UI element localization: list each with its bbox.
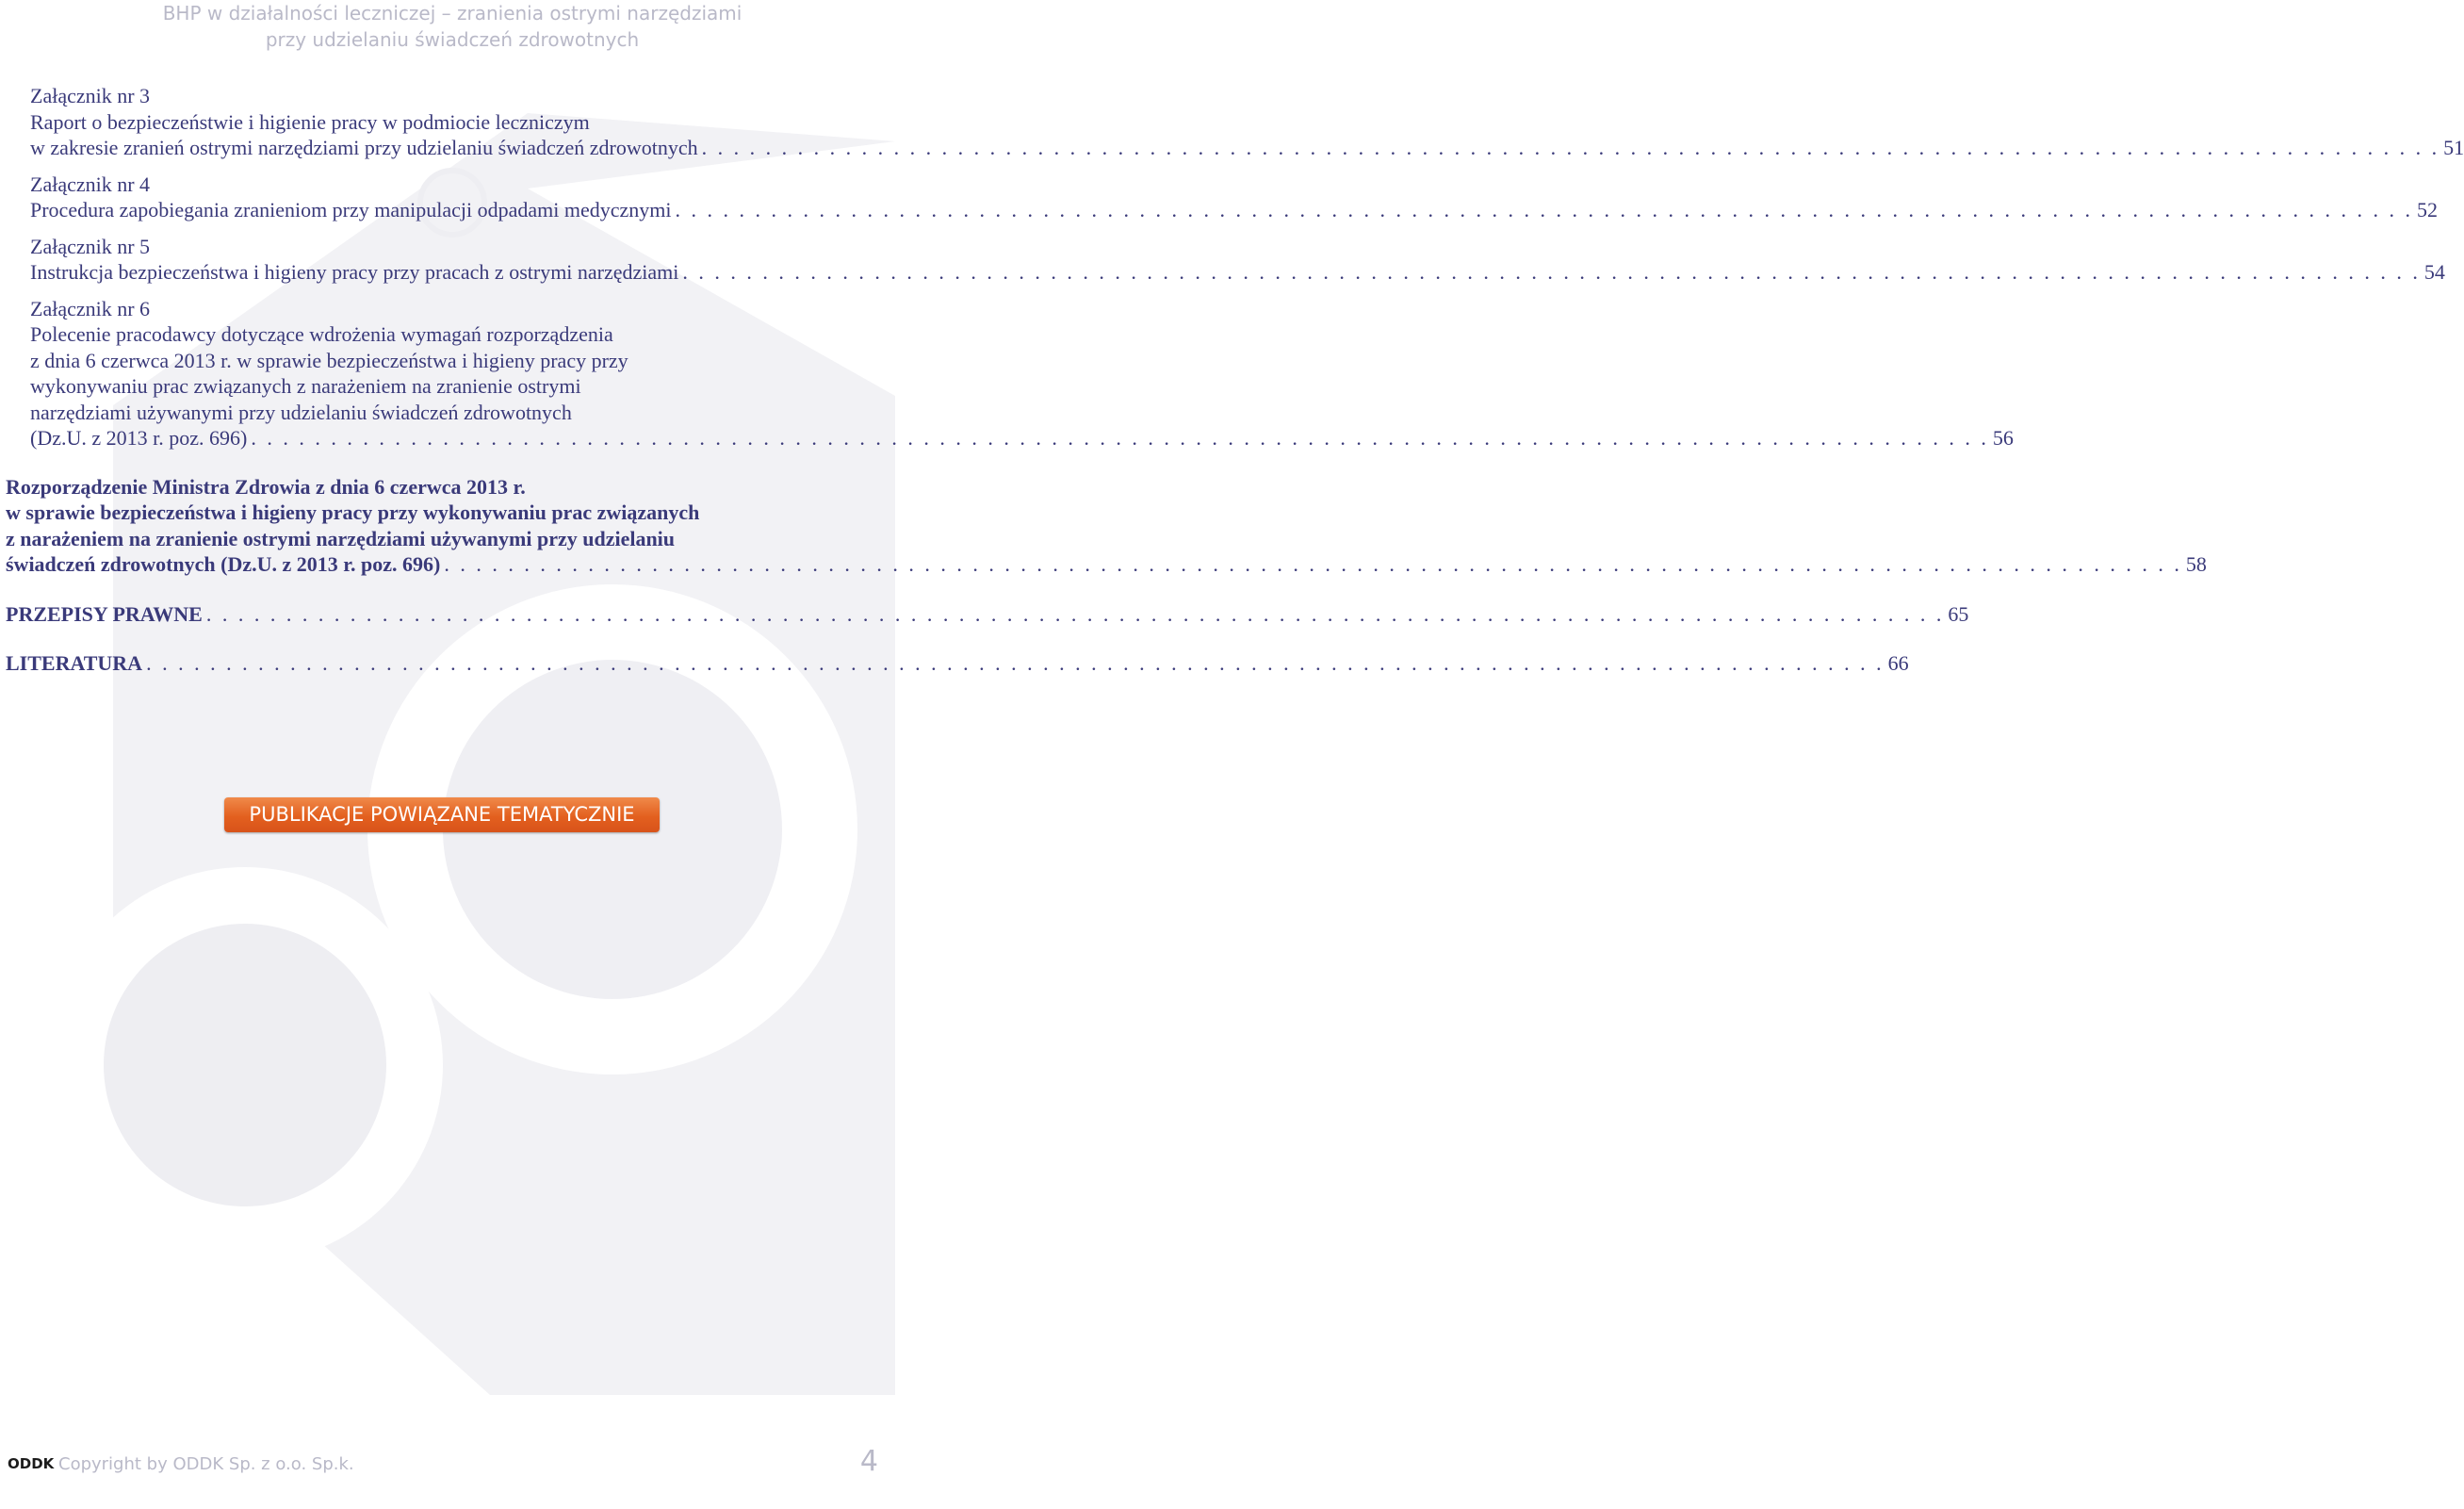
annex-6-last-line	[30, 425, 2014, 451]
annex-5-last-line	[30, 259, 2445, 286]
legal-regulations-line	[6, 601, 1969, 628]
toc-entry-literature[interactable]	[6, 650, 1909, 677]
annex-4-page: 52	[2417, 198, 2439, 221]
page-footer	[0, 1445, 905, 1485]
toc-entry-annex-4[interactable]	[30, 172, 2439, 223]
annex-3-title-line-2: w zakresie zranień ostrymi narzędziami przy udzielaniu świadczeń zdrowotnych	[30, 136, 698, 159]
annex-5-title-line-1: Instrukcja bezpieczeństwa i higieny pracy przy pracach z ostrymi narzędziami	[30, 260, 679, 284]
regulation-title-line-3: z narażeniem na zranienie ostrymi narzędziami używanymi przy udzielaniu	[6, 526, 676, 550]
oddk-logo-icon	[8, 1453, 55, 1472]
regulation-title-line-2: w sprawie bezpieczeństwa i higieny pracy przy wykonywaniu prac związanych	[6, 500, 700, 524]
literature-line	[6, 650, 1909, 677]
annex-6-title-line-5: (Dz.U. z 2013 r. poz. 696)	[30, 426, 248, 450]
leader-dots	[206, 601, 1945, 628]
copyright-text: Copyright by ODDK Sp. z o.o. Sp.k.	[58, 1454, 354, 1474]
annex-6-title-line-2: z dnia 6 czerwca 2013 r. w sprawie bezpieczeństwa i higieny pracy przy	[30, 348, 628, 372]
annex-6-title-line-3: wykonywaniu prac związanych z narażeniem na zranienie ostrymi	[30, 374, 581, 398]
header-line-2: przy udzielaniu świadczeń zdrowotnych	[265, 28, 640, 51]
header-line-1: BHP w działalności leczniczej – zranienia ostrymi narzędziami	[162, 2, 742, 25]
running-header	[0, 0, 905, 53]
leader-dots	[676, 197, 2414, 223]
annex-6-label: Załącznik nr 6	[30, 296, 151, 320]
annex-6-title-line-1: Polecenie pracodawcy dotyczące wdrożenia wymagań rozporządzenia	[30, 322, 613, 346]
leader-dots	[146, 650, 1885, 677]
leader-dots	[702, 135, 2440, 161]
table-of-contents	[0, 83, 2464, 677]
page-number: 4	[859, 1445, 878, 1478]
annex-5-page: 54	[2423, 260, 2445, 284]
leader-dots	[682, 259, 2421, 286]
related-publications-button[interactable]: PUBLIKACJE POWIĄZANE TEMATYCZNIE	[224, 797, 660, 832]
regulation-last-line	[6, 551, 2207, 578]
leader-dots	[444, 551, 2182, 578]
legal-regulations-label: PRZEPISY PRAWNE	[6, 601, 203, 626]
annex-3-label: Załącznik nr 3	[30, 84, 151, 107]
regulation-title-line-4: świadczeń zdrowotnych (Dz.U. z 2013 r. poz. 696)	[6, 552, 441, 576]
literature-page: 66	[1887, 651, 1909, 675]
annex-4-label: Załącznik nr 4	[30, 172, 151, 196]
annex-4-last-line	[30, 197, 2439, 223]
regulation-title-line-1: Rozporządzenie Ministra Zdrowia z dnia 6 czerwca 2013 r.	[6, 474, 526, 499]
annex-3-page: 51	[2443, 136, 2464, 159]
annex-6-page: 56	[1992, 426, 2014, 450]
annex-3-last-line	[30, 135, 2464, 161]
annex-6-title-line-4: narzędziami używanymi przy udzielaniu świadczeń zdrowotnych	[30, 400, 572, 424]
toc-entry-annex-3[interactable]	[30, 83, 2464, 161]
toc-entry-annex-6[interactable]	[30, 296, 2014, 451]
regulation-page: 58	[2185, 552, 2207, 576]
svg-text:ODDK: ODDK	[8, 1455, 55, 1472]
legal-regulations-page: 65	[1948, 601, 1969, 626]
annex-5-label: Załącznik nr 5	[30, 234, 151, 258]
annex-3-title-line-1: Raport o bezpieczeństwie i higienie pracy w podmiocie leczniczym	[30, 109, 590, 134]
annex-4-title-line-1: Procedura zapobiegania zranieniom przy manipulacji odpadami medycznymi	[30, 198, 672, 221]
leader-dots	[251, 425, 1989, 451]
toc-entry-regulation[interactable]	[6, 474, 2207, 578]
toc-entry-annex-5[interactable]	[30, 234, 2445, 286]
toc-entry-legal-regulations[interactable]	[6, 601, 1969, 628]
literature-label: LITERATURA	[6, 651, 143, 675]
